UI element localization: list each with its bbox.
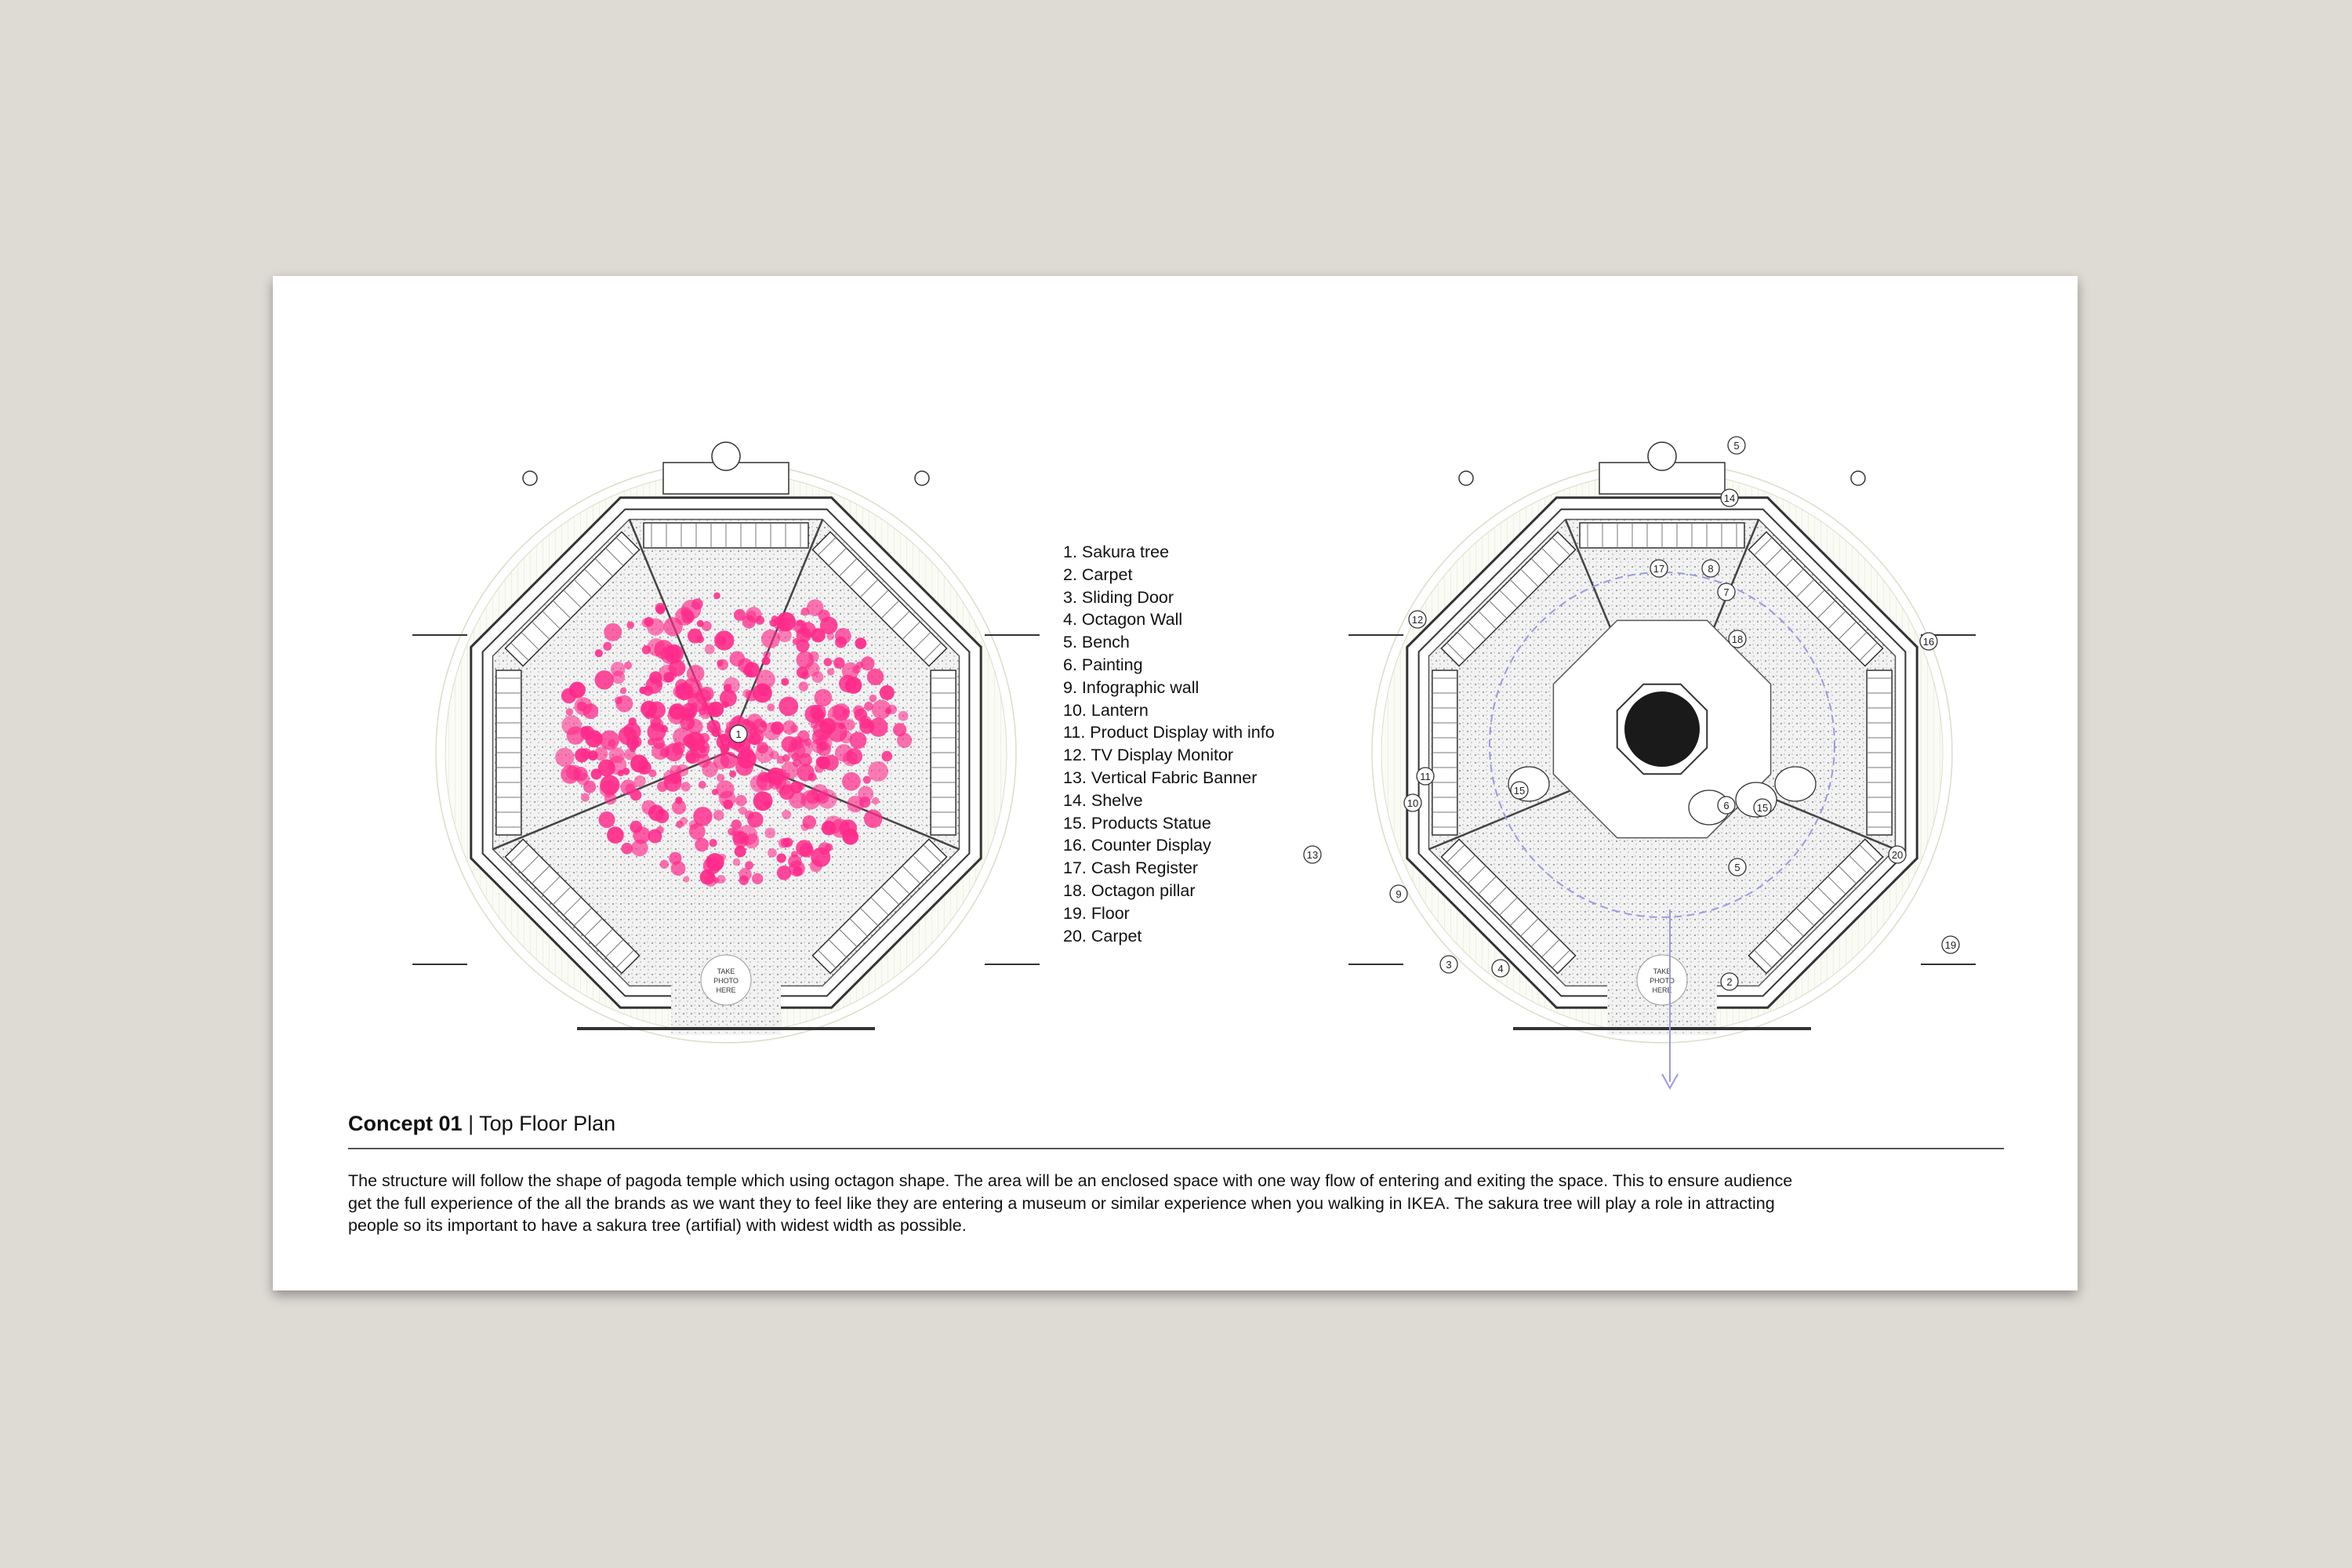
svg-text:15: 15 [1756,802,1769,814]
svg-text:10: 10 [1406,797,1419,809]
photo-spot-text: PHOTO [713,977,739,985]
legend-item: 6. Painting [1063,655,1143,674]
title-separator: | [468,1112,474,1135]
svg-text:6: 6 [1723,800,1730,811]
legend-item: 1. Sakura tree [1063,543,1170,561]
statue-figure [1648,442,1676,470]
statue-figure [712,442,740,470]
photo-spot [701,955,751,1005]
title-bold: Concept 01 [348,1112,463,1135]
plan-tag [1409,611,1426,628]
wall-shelf [1432,670,1457,835]
legend-item: 9. Infographic wall [1063,677,1200,697]
legend-item: 2. Carpet [1063,564,1133,584]
pillar-marker [915,471,929,485]
page-title [348,1112,615,1136]
plan-tag [1511,782,1528,799]
svg-text:14: 14 [1723,492,1736,504]
svg-text:20: 20 [1891,849,1904,861]
description-line: get the full experience of the all the brands as we want they to feel like they are entering a museum or similar experience when you walking in IKEA. The sakura tree will play a role in attracting [348,1193,1775,1213]
plan-tag [1404,794,1421,811]
photo-spot [1637,955,1687,1005]
plan-tag [1390,885,1407,902]
legend-item: 15. Products Statue [1063,813,1211,833]
wall-shelf [1867,670,1892,835]
svg-text:17: 17 [1653,563,1665,575]
svg-text:8: 8 [1708,563,1714,575]
photo-spot-text: HERE [1652,986,1672,994]
plan-tag [1721,489,1738,506]
svg-text:12: 12 [1411,614,1424,626]
plan-tag [1440,956,1457,973]
title-rest: Top Floor Plan [479,1112,616,1135]
floor-plan-sakura [392,439,1066,1051]
legend-item: 11. Product Display with info [1063,723,1275,742]
plan-tag [1650,560,1668,577]
svg-text:1: 1 [735,728,742,740]
wall-shelf [931,670,956,835]
photo-spot-text: TAKE [1653,967,1671,975]
legend-list [1063,541,1275,947]
plan-tag [1718,583,1735,601]
wall-shelf [496,670,521,835]
wall-shelf [644,523,808,548]
title-divider [348,1148,2004,1149]
svg-text:9: 9 [1396,888,1402,900]
svg-text:11: 11 [1420,771,1431,782]
product-statue [1775,767,1816,801]
photo-spot-text: PHOTO [1650,977,1675,985]
svg-text:15: 15 [1513,785,1526,797]
plan-tag [1889,846,1906,863]
svg-text:16: 16 [1922,636,1935,648]
pillar-marker [1459,471,1473,485]
photo-spot-text: HERE [716,986,736,994]
description-line: The structure will follow the shape of pagoda temple which using octagon shape. The area will be an enclosed space with one way flow of entering and exiting the space. This to ensure audience [348,1171,1793,1190]
svg-text:19: 19 [1944,939,1957,951]
legend-item: 3. Sliding Door [1063,587,1174,607]
svg-text:5: 5 [1734,862,1740,873]
plan-tag [1729,858,1746,876]
legend-item: 18. Octagon pillar [1063,880,1196,900]
plan-tag [1728,437,1745,454]
plan-tag [1754,799,1771,816]
plan-tag [1417,768,1434,785]
legend-item: 17. Cash Register [1063,858,1199,878]
plan-tag [1920,633,1937,650]
svg-text:4: 4 [1497,963,1504,975]
plan-tag [1942,936,1959,953]
svg-text:2: 2 [1726,976,1733,988]
legend-item: 13. Vertical Fabric Banner [1063,768,1258,787]
svg-text:3: 3 [1446,959,1452,971]
svg-text:13: 13 [1306,849,1319,861]
plan-tag [1702,560,1719,577]
pillar-core [1624,691,1700,767]
pillar-marker [1851,471,1865,485]
svg-text:18: 18 [1731,633,1744,645]
photo-spot-text: TAKE [717,967,735,975]
plan-tag [730,725,747,742]
plan-tag [1721,973,1738,990]
legend-item: 19. Floor [1063,903,1130,923]
legend-item: 4. Octagon Wall [1063,610,1183,630]
svg-text:7: 7 [1723,586,1730,598]
description [348,1170,1994,1237]
legend-item: 16. Counter Display [1063,836,1211,855]
pillar-marker [523,471,537,485]
legend-item: 5. Bench [1063,633,1130,652]
plan-tag [1718,797,1735,814]
svg-text:5: 5 [1733,440,1740,452]
legend-item: 10. Lantern [1063,700,1149,720]
legend-item: 20. Carpet [1063,926,1142,946]
floor-plan-layout [1306,439,1999,1129]
plan-tag [1304,846,1321,863]
legend-item: 14. Shelve [1063,790,1143,810]
plan-tag [1729,630,1746,648]
wall-shelf [1580,523,1744,548]
description-line: people so its important to have a sakura tree (artifial) with widest width as possible. [348,1216,967,1235]
legend-item: 12. TV Display Monitor [1063,746,1234,765]
plan-tag [1492,960,1509,977]
